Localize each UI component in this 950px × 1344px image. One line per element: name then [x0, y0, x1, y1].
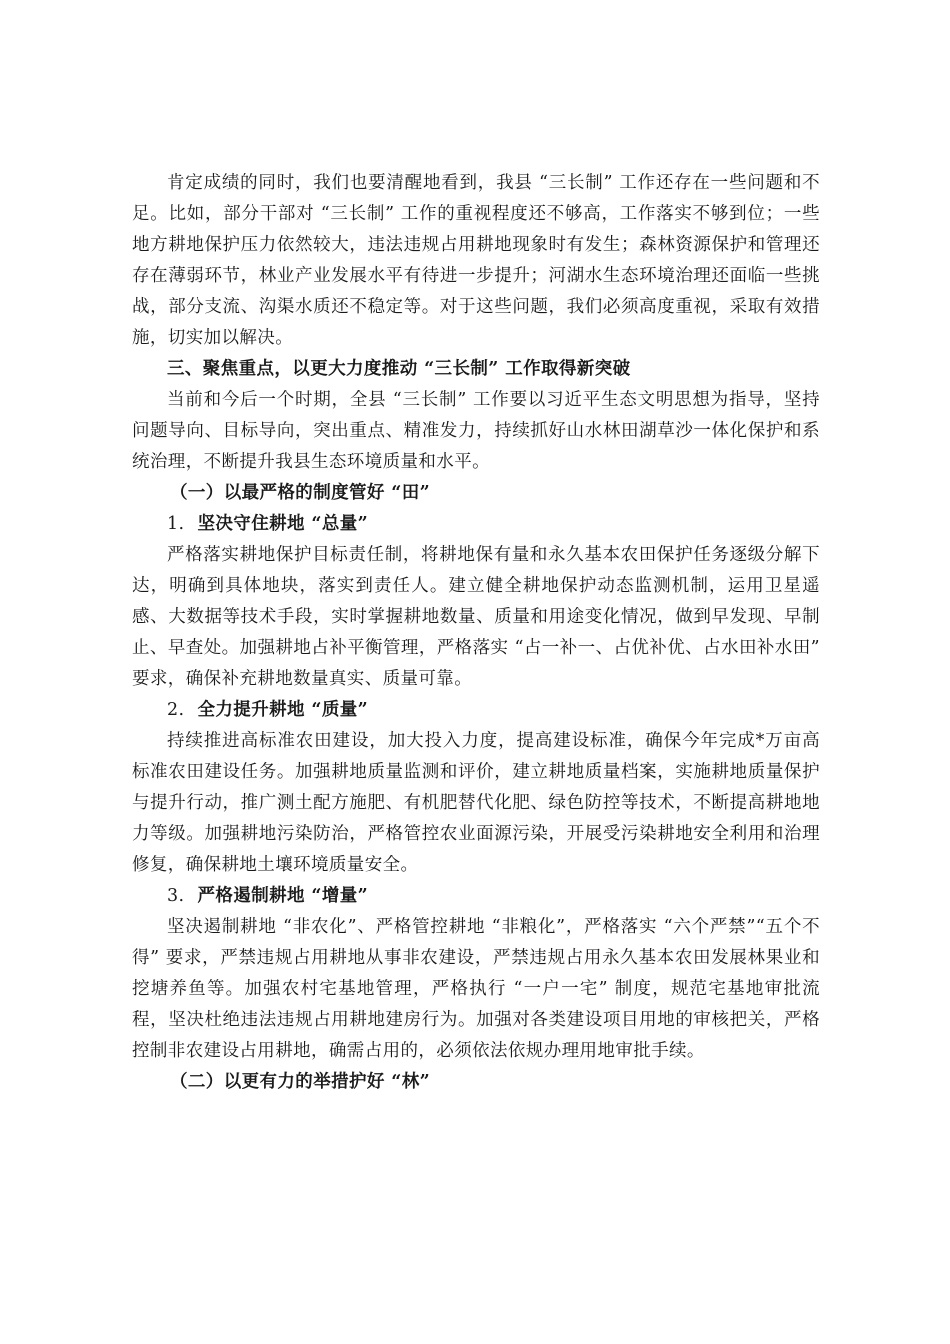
paragraph: 持续推进高标准农田建设，加大投入力度，提高建设标准，确保今年完成*万亩高标准农田建设任务。加强耕地质量监测和评价，建立耕地质量档案，实施耕地质量保护与提升行动，推广测土配方施肥、有机肥替代化肥、绿色防控等技术，不断提高耕地地力等级。加强耕地污染防治，严格管控农业面源污染，开展受污染耕地安全利用和治理修复，确保耕地土壤环境质量安全。: [132, 731, 820, 875]
item-number: 1.: [167, 514, 185, 534]
item-title: 坚决守住耕地 “总量”: [197, 514, 369, 534]
paragraph: 坚决遏制耕地 “非农化”、严格管控耕地 “非粮化”，严格落实 “六个严禁”“五个不得” 要求，严禁违规占用耕地从事非农建设，严禁违规占用永久基本农田发展林果业和挖塘养鱼等。加强农村宅基地管理，严格执行 “一户一宅” 制度，规范宅基地审批流程，坚决杜绝违法违规占用耕地建房行为。加强对各类建设项目用地的审核把关，严格控制非农建设占用耕地，确需占用的，必须依法依规办理用地审批手续。: [132, 917, 820, 1061]
section-heading: 三、聚焦重点，以更大力度推动 “三长制” 工作取得新突破: [167, 359, 631, 379]
item-heading: [132, 509, 820, 540]
item-number: 3.: [167, 886, 185, 906]
item-number: 2.: [167, 700, 185, 720]
item-title: 全力提升耕地 “质量”: [197, 700, 369, 720]
item-heading: [132, 881, 820, 912]
item-heading: [132, 695, 820, 726]
item-title: 严格遏制耕地 “增量”: [197, 886, 369, 906]
paragraph: 肯定成绩的同时，我们也要清醒地看到，我县 “三长制” 工作还存在一些问题和不足。比如，部分干部对 “三长制” 工作的重视程度还不够高，工作落实不够到位；一些地方耕地保护压力依然较大，违法违规占用耕地现象时有发生；森林资源保护和管理还存在薄弱环节，林业产业发展水平有待进一步提升；河湖水生态环境治理还面临一些挑战，部分支流、沟渠水质还不稳定等。对于这些问题，我们必须高度重视，采取有效措施，切实加以解决。: [132, 173, 820, 348]
subsection-heading: （一）以最严格的制度管好 “田”: [170, 483, 431, 503]
subsection-heading: （二）以更有力的举措护好 “林”: [170, 1072, 431, 1092]
document-body: [132, 168, 820, 1098]
paragraph: 当前和今后一个时期，全县 “三长制” 工作要以习近平生态文明思想为指导，坚持问题导向、目标导向，突出重点、精准发力，持续抓好山水林田湖草沙一体化保护和系统治理，不断提升我县生态环境质量和水平。: [132, 390, 820, 472]
paragraph: 严格落实耕地保护目标责任制，将耕地保有量和永久基本农田保护任务逐级分解下达，明确到具体地块，落实到责任人。建立健全耕地保护动态监测机制，运用卫星遥感、大数据等技术手段，实时掌握耕地数量、质量和用途变化情况，做到早发现、早制止、早查处。加强耕地占补平衡管理，严格落实 “占一补一、占优补优、占水田补水田” 要求，确保补充耕地数量真实、质量可靠。: [132, 545, 820, 689]
